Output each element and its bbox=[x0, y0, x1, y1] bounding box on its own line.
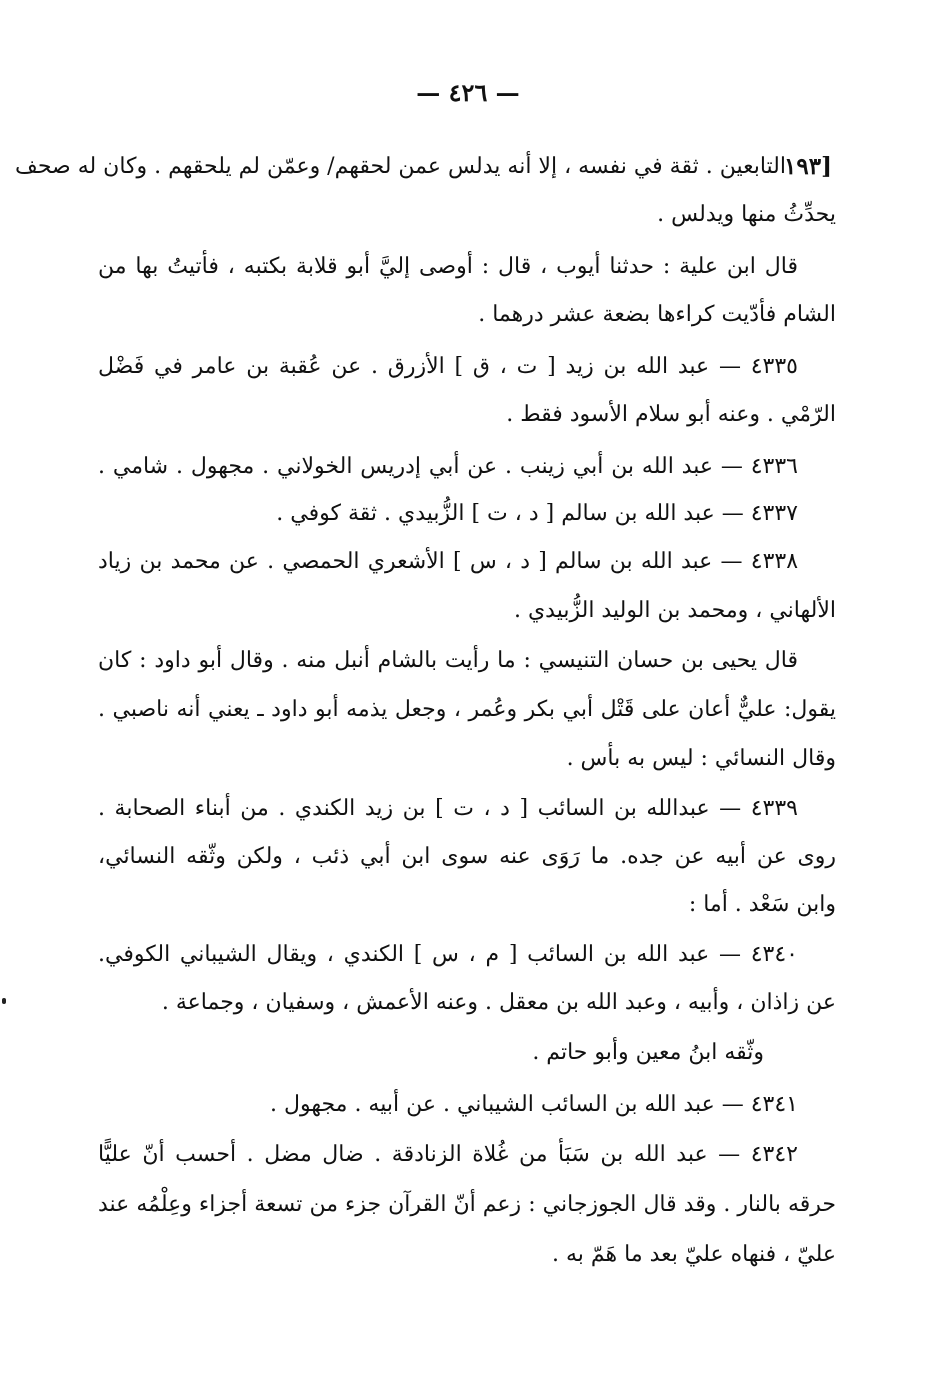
text-line: ٤٣٣٥ — عبد الله بن زيد [ ت ، ق ] الأزرق . عن عُقبة بن عامر في فَضْل bbox=[98, 354, 798, 379]
text-line: الألهاني ، ومحمد بن الوليد الزُّبيدي . bbox=[513, 598, 836, 623]
page-number: — ٤٢٦ — bbox=[416, 78, 520, 107]
text-line: حرقه بالنار . وقد قال الجوزجاني : زعم أنّ القرآن جزء من تسعة أجزاء وعِلْمُه عند bbox=[98, 1192, 836, 1217]
text-line: قال يحيى بن حسان التنيسي : ما رأيت بالشام أنبل منه . وقال أبو داود : كان bbox=[98, 648, 798, 673]
text-line: قال ابن علية : حدثنا أيوب ، قال : أوصى إليَّ أبو قلابة بكتبه ، فأتيتُ بها من bbox=[98, 254, 798, 279]
text-line: الرّمْي . وعنه أبو سلام الأسود فقط . bbox=[506, 402, 836, 427]
text-line: التابعين . ثقة في نفسه ، إلا أنه يدلس عمن لحقهم/ وعمّن لم يلحقهم . وكان له صحف bbox=[15, 154, 786, 179]
text-line: وثّقه ابنُ معين وأبو حاتم . bbox=[532, 1040, 764, 1065]
text-line: ٤٣٣٧ — عبد الله بن سالم [ د ، ت ] الزُّبيدي . ثقة كوفي . bbox=[276, 501, 798, 526]
text-line: يحدِّثُ منها ويدلس . bbox=[657, 202, 836, 227]
text-line: ٤٣٤٢ — عبد الله بن سَبَأ من غُلاة الزنادقة . ضال مضل . أحسب أنّ عليًّا bbox=[98, 1142, 798, 1167]
text-line: الشام فأدّيت كراءها بضعة عشر درهما . bbox=[478, 302, 836, 327]
text-line: عن زاذان ، وأبيه ، وعبد الله بن معقل . وعنه الأعمش ، وسفيان ، وجماعة . bbox=[161, 990, 836, 1015]
text-line: روى عن أبيه عن جده. ما رَوَى عنه سوى ابن أبي ذئب ، ولكن وثّقه النسائي، bbox=[98, 844, 836, 869]
margin-reference: [١٩٣ bbox=[784, 153, 832, 180]
text-line: ٤٣٤٠ — عبد الله بن السائب [ م ، س ] الكندي ، ويقال الشيباني الكوفي. bbox=[98, 942, 798, 967]
text-line: ٤٣٤١ — عبد الله بن السائب الشيباني . عن أبيه . مجهول . bbox=[269, 1092, 798, 1117]
text-line: ٤٣٣٦ — عبد الله بن أبي زينب . عن أبي إدريس الخولاني . مجهول . شامي . bbox=[98, 454, 798, 479]
text-line: ٤٣٣٨ — عبد الله بن سالم [ د ، س ] الأشعري الحمصي . عن محمد بن زياد bbox=[98, 549, 799, 574]
text-line: ٤٣٣٩ — عبدالله بن السائب [ د ، ت ] بن زيد الكندي . من أبناء الصحابة . bbox=[98, 796, 798, 821]
text-line: يقول: عليٌّ أعان على قَتْل أبي بكر وعُمر ، وجعل يذمه أبو داود ـ يعني أنه ناصبي . bbox=[98, 697, 836, 722]
text-line: عليّ ، فنهاه عليّ بعد ما هَمّ به . bbox=[552, 1242, 836, 1267]
text-line: وقال النسائي : ليس به بأس . bbox=[566, 746, 836, 771]
scan-speck bbox=[2, 998, 6, 1004]
text-line: وابن سَعْد . أما : bbox=[688, 892, 836, 917]
